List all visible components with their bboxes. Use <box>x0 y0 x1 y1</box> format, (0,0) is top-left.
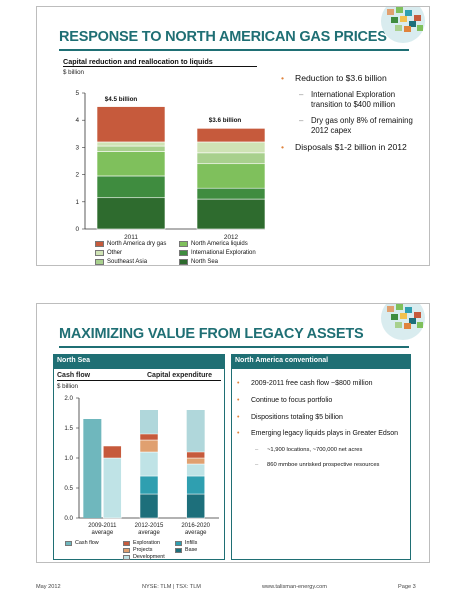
cash-flow-label: Cash flow <box>57 372 91 379</box>
capex-segment-development <box>140 452 158 476</box>
y-tick-label: 2 <box>75 171 79 179</box>
cash-flow-bar <box>83 419 101 518</box>
legend-swatch <box>95 241 104 247</box>
legend-swatch <box>95 250 104 256</box>
capex-segment-exploration <box>140 434 158 440</box>
legend-swatch <box>95 259 104 265</box>
bar-segment-north-america-liquids <box>97 151 165 175</box>
chart-legend <box>95 241 275 266</box>
y-tick-label: 0 <box>75 226 79 233</box>
slide-title: RESPONSE TO NORTH AMERICAN GAS PRICES <box>59 29 387 45</box>
sub-bullet-text: International Exploration transition to $400 million <box>311 89 396 109</box>
capex-segment-projects <box>140 440 158 452</box>
x-tick-label: 2016-2020 <box>181 523 211 529</box>
legend-swatch <box>175 541 182 546</box>
bar-segment-international-exploration <box>197 188 265 199</box>
y-tick-label: 3 <box>75 144 79 152</box>
bullet-item <box>237 397 409 406</box>
legend-item <box>175 540 197 546</box>
bullet-dot-icon: • <box>281 73 285 83</box>
legend-label: North America liquids <box>191 241 248 247</box>
legend-item <box>123 554 165 560</box>
legend-item <box>95 241 166 247</box>
bar-segment-southeast-asia <box>97 146 165 151</box>
legend-swatch <box>65 541 72 546</box>
slide-2 <box>36 303 430 563</box>
y-tick-label: 2.0 <box>64 395 73 402</box>
chart-title: Capital reduction and reallocation to liquids <box>63 57 213 66</box>
bullet-list <box>281 73 421 158</box>
capex-segment-infills <box>187 476 205 494</box>
legend-label: Projects <box>133 547 153 553</box>
legend-item <box>179 250 256 256</box>
chart-title-rule <box>63 66 257 67</box>
bar-segment-southeast-asia <box>197 153 265 164</box>
bullet-text: Emerging legacy liquids plays in Greater Edson <box>251 430 399 438</box>
x-tick-label: average <box>184 530 207 536</box>
legend-swatch <box>123 548 130 553</box>
bar-segment-other <box>197 142 265 153</box>
y-tick-label: 1.5 <box>64 425 73 432</box>
capital-chart <box>63 79 273 259</box>
bullet-text: Continue to focus portfolio <box>251 396 333 404</box>
dash-icon: – <box>299 115 304 125</box>
legend-item <box>179 259 218 265</box>
slide-title: MAXIMIZING VALUE FROM LEGACY ASSETS <box>59 326 364 342</box>
legend-item <box>179 241 248 247</box>
legend-item <box>65 540 99 546</box>
x-tick-label: average <box>138 530 160 536</box>
legend-item <box>95 259 147 265</box>
legend-label: Base <box>185 547 198 553</box>
footer-website[interactable]: www.talisman-energy.com <box>262 584 327 590</box>
legend-label: Southeast Asia <box>107 259 148 265</box>
bar-segment-north-america-dry-gas <box>197 128 265 142</box>
capex-segment-exploration <box>187 452 205 458</box>
legend-label: Infills <box>185 540 198 546</box>
legend-swatch <box>123 555 130 560</box>
footer-ticker: NYSE: TLM | TSX: TLM <box>142 584 201 590</box>
dash-icon: – <box>255 462 259 469</box>
title-rule <box>59 49 409 51</box>
bullet-dot-icon: • <box>237 396 240 404</box>
legend-label: North Sea <box>191 259 219 265</box>
bar-segment-international-exploration <box>97 176 165 198</box>
legend-swatch <box>179 241 188 247</box>
bullet-item <box>281 73 421 84</box>
y-axis-unit: $ billion <box>57 383 78 390</box>
y-axis-unit: $ billion <box>63 69 84 76</box>
globe-logo-icon <box>363 304 427 344</box>
x-tick-label: average <box>91 530 114 536</box>
legend-label: Cash flow <box>75 540 99 546</box>
dash-icon: – <box>255 447 259 453</box>
capex-segment-exploration <box>103 446 121 458</box>
bullet-list <box>237 380 409 476</box>
sub-bullet-text: 860 mmboe unrisked prospective resources <box>267 462 380 469</box>
sub-bullet-item <box>237 462 409 469</box>
bullet-text: Reduction to $3.6 billion <box>295 73 387 83</box>
bar-segment-north-sea <box>197 199 265 229</box>
bullet-item <box>281 142 421 153</box>
x-tick-label: 2012 <box>223 234 239 241</box>
bullet-text: Dispositions totaling $5 billion <box>251 413 343 421</box>
capex-segment-projects <box>187 458 205 464</box>
sub-bullet-item <box>237 447 409 454</box>
bullet-item <box>237 430 409 439</box>
bullet-dot-icon: • <box>237 413 240 421</box>
y-tick-label: 4 <box>75 117 79 125</box>
dash-icon: – <box>299 89 304 99</box>
sub-bullet-text: Dry gas only 8% of remaining 2012 capex <box>311 115 413 135</box>
panel-header-north-sea: North Sea <box>53 354 225 368</box>
y-tick-label: 1 <box>75 198 79 206</box>
panel-header-north-america: North America conventional <box>231 354 411 368</box>
bar-label-2011: $4.5 billion <box>104 95 138 103</box>
bar-segment-other <box>97 142 165 146</box>
bullet-item <box>237 380 409 389</box>
legend-label: Other <box>107 250 123 256</box>
y-tick-label: 5 <box>75 90 79 97</box>
footer-date: May 2012 <box>36 584 61 590</box>
bullet-dot-icon: • <box>237 430 240 438</box>
globe-logo-icon <box>363 7 427 47</box>
legend-item <box>175 547 197 553</box>
legend-label: International Exploration <box>191 250 256 256</box>
x-tick-label: 2012-2015 <box>134 523 164 529</box>
bullet-text: 2009-2011 free cash flow ~$800 million <box>251 380 373 387</box>
legend-swatch <box>175 548 182 553</box>
capex-segment-infills <box>140 476 158 494</box>
legend-label: North America dry gas <box>107 241 167 247</box>
footer-page-number: Page 3 <box>398 584 416 590</box>
sub-bullet-text: ~1,900 locations, ~700,000 net acres <box>267 447 363 453</box>
capex-segment-base <box>140 494 158 518</box>
y-tick-label: 0.0 <box>64 515 73 522</box>
y-tick-label: 1.0 <box>64 455 73 462</box>
capex-segment-development <box>103 458 121 518</box>
x-tick-label: 2009-2011 <box>88 523 117 529</box>
legend-label: Development <box>133 554 165 560</box>
bullet-dot-icon: • <box>281 141 285 152</box>
legend-label: Exploration <box>133 540 160 546</box>
title-rule <box>59 346 409 348</box>
legend-item <box>95 250 122 256</box>
capex-label: Capital expenditure <box>147 372 212 379</box>
bar-segment-north-america-liquids <box>197 164 265 188</box>
x-tick-label: 2011 <box>124 234 138 241</box>
sub-bullet-item <box>281 90 421 110</box>
bar-segment-north-sea <box>97 198 165 229</box>
legacy-chart <box>53 392 225 552</box>
legend-swatch <box>179 250 188 256</box>
chart-header-rule <box>57 380 221 381</box>
sub-bullet-item <box>281 116 421 136</box>
legend-item <box>123 540 160 546</box>
bullet-item <box>237 414 409 423</box>
capex-segment-base <box>187 494 205 518</box>
bar-label-2012: $3.6 billion <box>208 117 242 125</box>
legend-item <box>123 547 152 553</box>
legend-swatch <box>123 541 130 546</box>
legend-swatch <box>179 259 188 265</box>
bar-segment-north-america-dry-gas <box>97 107 165 142</box>
capex-segment-development <box>187 464 205 476</box>
chart-legend <box>65 540 225 562</box>
y-tick-label: 0.5 <box>64 485 73 492</box>
bullet-dot-icon: • <box>237 380 240 387</box>
bullet-text: Disposals $1-2 billion in 2012 <box>295 141 407 152</box>
slide-1 <box>36 6 430 266</box>
